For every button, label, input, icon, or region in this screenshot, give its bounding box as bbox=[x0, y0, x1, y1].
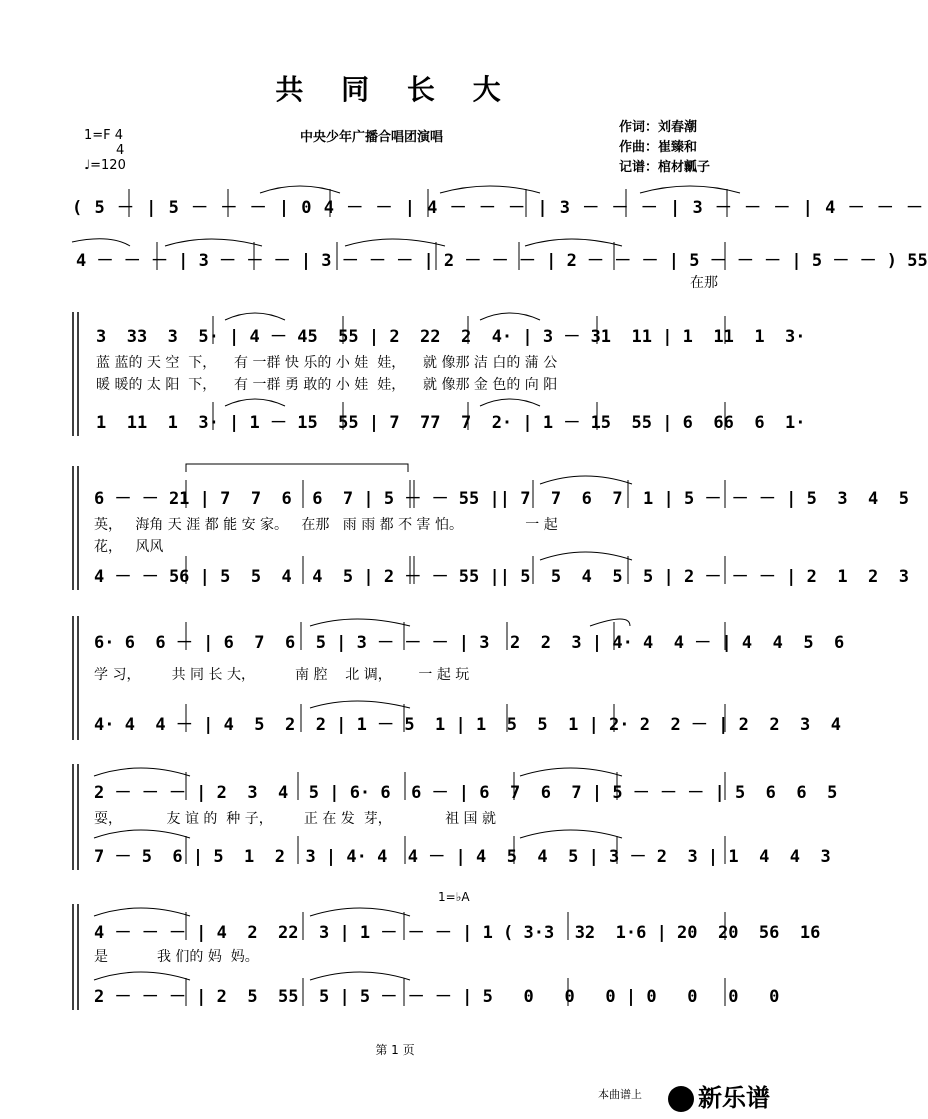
lyric-line-1: 英， 海角 天 涯 都 能 安 家。 在那 雨 雨 都 不 害 怕。 一 起 bbox=[94, 517, 558, 533]
melody-line: 4 － － － | 4 2 22 3 | 1 － － － | 1 ( 3·3 32 1·6 | 20 20 56 16 bbox=[94, 923, 821, 943]
time-top: 4 bbox=[114, 128, 124, 143]
system-1 bbox=[0, 185, 925, 225]
performer-credit: 中央少年广播合唱团演唱 bbox=[300, 130, 444, 145]
melody-line: 6 － － 21 | 7 7 6 6 7 | 5 － － 55 || 7 7 6 7 1 | 5 － － － | 5 3 4 5 bbox=[94, 489, 909, 509]
system-7 bbox=[0, 890, 821, 1014]
harmony-line: 1 11 1 3· | 1 － 15 55 | 7 77 7 2· | 1 － 15 55 | 6 66 6 1· bbox=[96, 413, 806, 433]
harmony-line: 4 － － 56 | 5 5 4 4 5 | 2 － － 55 || 5 5 4 5 5 | 2 － － － | 2 1 2 3 bbox=[94, 567, 909, 587]
lyric-line-1: 学 习， 共 同 长 大， 南 腔 北 调， 一 起 玩 bbox=[94, 667, 470, 683]
source-text: 本曲谱上 bbox=[598, 1088, 642, 1101]
lyric-line-1: 是 我 们的 妈 妈。 bbox=[94, 949, 259, 965]
system-6 bbox=[0, 760, 838, 870]
melody-line: 6· 6 6 － | 6 7 6 5 | 3 － － － | 3 2 2 3 | 4· 4 4 － | 4 4 5 6 bbox=[94, 633, 845, 653]
harmony-line: 7 － 5 6 | 5 1 2 3 | 4· 4 4 － | 4 5 4 5 | 3 － 2 3 | 1 4 4 3 bbox=[94, 847, 831, 867]
key-change: 1=♭A bbox=[438, 890, 470, 904]
lyricist-credit: 作词：刘春潮 bbox=[619, 120, 698, 135]
page-number: 第 1 页 bbox=[375, 1043, 415, 1057]
key-signature bbox=[84, 128, 126, 173]
harmony-line: 4· 4 4 － | 4 5 2 2 | 1 － 5 1 | 1 5 5 1 | 2· 2 2 － | 2 2 3 4 bbox=[94, 715, 841, 735]
page-title: 共 同 长 大 bbox=[275, 73, 515, 106]
lyric-line-1: 耍， 友 谊 的 种 子， 正 在 发 芽， 祖 国 就 bbox=[94, 811, 497, 827]
lyric-line-2: 暖 暖的 太 阳 下， 有 一群 勇 敢的 小 娃 娃， 就 像那 金 色的 向 阳 bbox=[96, 377, 558, 393]
lyric-line-2: 花， 风风 bbox=[94, 539, 164, 555]
harmony-line: 2 － － － | 2 5 55 5 | 5 － － － | 5 0 0 0 | 0 0 0 0 bbox=[94, 987, 780, 1007]
brand-name: 新乐谱 bbox=[698, 1084, 770, 1112]
melody-line: 4 － － － | 3 － － － | 3 － － － | 2 － － － | 2 － － － | 5 － － － | 5 － － ) 55 bbox=[76, 251, 928, 271]
time-bottom: 4 bbox=[116, 143, 125, 158]
system-2 bbox=[0, 238, 928, 291]
system-4 bbox=[0, 462, 909, 590]
composer-credit: 作曲：崔臻和 bbox=[619, 140, 698, 155]
tempo-marking: =120 bbox=[90, 158, 126, 173]
system-3 bbox=[0, 308, 806, 436]
lyric-line-1: 在那 bbox=[690, 275, 718, 291]
credits-block bbox=[619, 118, 710, 178]
transcriber-credit: 记谱：棺材瓤子 bbox=[619, 160, 711, 175]
system-5 bbox=[0, 612, 845, 740]
lyric-line-1: 蓝 蓝的 天 空 下， 有 一群 快 乐的 小 娃 娃， 就 像那 洁 白的 蒲 公 bbox=[96, 355, 558, 371]
melody-line: 3 33 3 5· | 4 － 45 55 | 2 22 2 4· | 3 － 31 11 | 1 11 1 3· bbox=[96, 327, 806, 347]
key-label: 1=F bbox=[84, 128, 111, 143]
vinyl-record-icon bbox=[668, 1086, 694, 1112]
melody-line: ( 5 － | 5 － － － | 0 4 － － | 4 － － － | 3 － － － | 3 － － － | 4 － － － bbox=[72, 198, 925, 218]
quarter-note-icon: ♩ bbox=[84, 158, 91, 173]
melody-line: 2 － － － | 2 3 4 5 | 6· 6 6 － | 6 7 6 7 | 5 － － － | 5 6 6 5 bbox=[94, 783, 838, 803]
brand-logo bbox=[668, 1078, 770, 1113]
